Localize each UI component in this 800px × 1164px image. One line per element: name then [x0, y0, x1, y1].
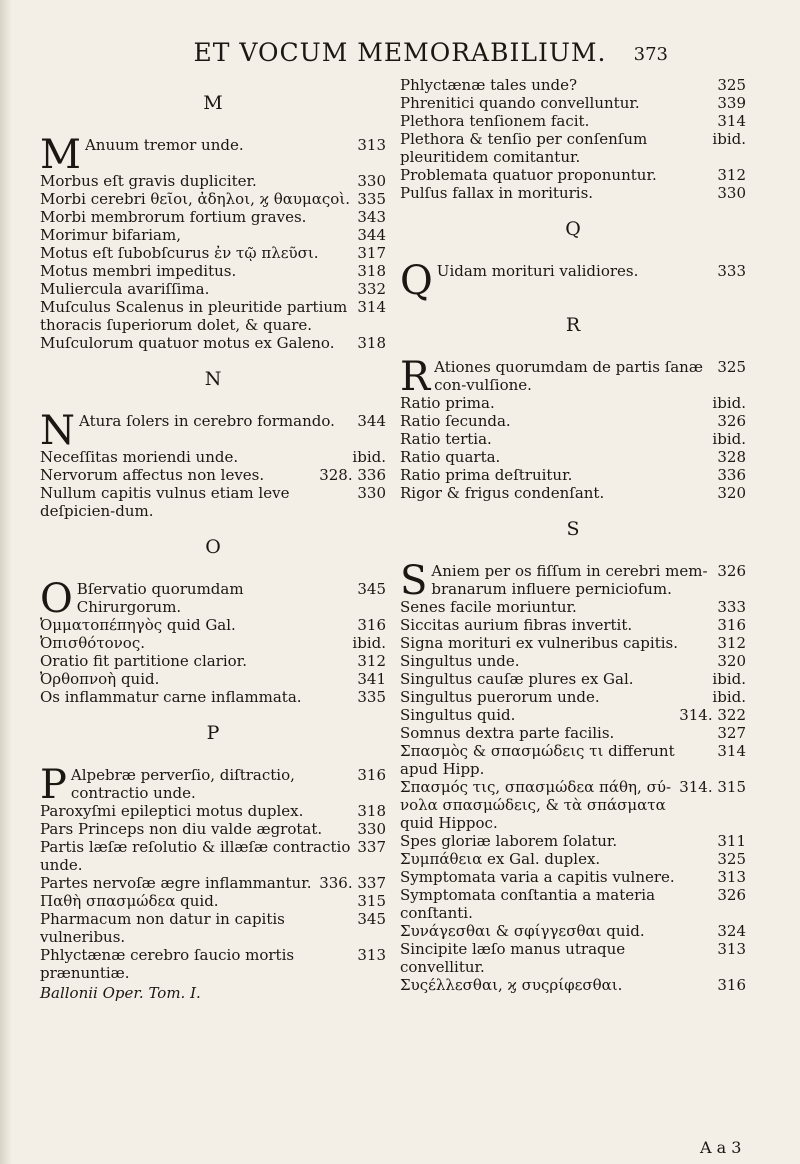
entry-page-ref: 325: [717, 850, 746, 868]
index-entry: [400, 616, 746, 634]
entry-term: Pars Princeps non diu valde ægrotat.: [40, 820, 323, 838]
entry-page-ref: 336. 337: [319, 874, 386, 892]
entry-term: Muliercula avariſſima.: [40, 280, 210, 298]
entry-term: Symptomata varia a capitis vulnere.: [400, 868, 675, 886]
right-column: [400, 76, 746, 994]
entry-page-ref: ibid.: [712, 688, 746, 706]
page-edge: [0, 0, 12, 1164]
index-entry: [400, 742, 746, 778]
entry-page-ref: ibid.: [712, 394, 746, 412]
entry-term: Phrenitici quando convelluntur.: [400, 94, 640, 112]
entry-page-ref: ibid.: [712, 430, 746, 448]
entry-page-ref: 345: [357, 910, 386, 928]
index-entry: [40, 466, 386, 484]
entry-term: Signa morituri ex vulneribus capitis.: [400, 634, 678, 652]
index-entry: [40, 280, 386, 298]
entry-page-ref: 314: [357, 298, 386, 316]
index-entry: [400, 598, 746, 616]
index-entry: [40, 802, 386, 820]
section-letter: R: [565, 314, 581, 336]
index-entry: [400, 976, 746, 994]
index-entry: [400, 778, 746, 832]
entry-term: Morbi membrorum fortium graves.: [40, 208, 307, 226]
index-entry: [40, 652, 386, 670]
index-entry: [400, 652, 746, 670]
entry-term: Ὀρθοπνοὴ quid.: [40, 670, 160, 688]
entry-page-ref: 326: [717, 562, 746, 580]
index-entry: [40, 448, 386, 466]
index-entry: [40, 172, 386, 190]
index-entry: [400, 412, 746, 430]
index-entry: [40, 910, 386, 946]
running-head: ET VOCUM MEMORABILIUM.: [193, 38, 607, 67]
signature-mark: A a 3: [700, 1138, 742, 1157]
entry-page-ref: 324: [717, 922, 746, 940]
entry-term: Somnus dextra parte facilis.: [400, 724, 615, 742]
entry-term: Morbi cerebri θεῖοι, ἀδηλοι, ϗ θαυμαςοὶ.: [40, 190, 350, 208]
index-entry: [400, 166, 746, 184]
entry-page-ref: ibid.: [712, 670, 746, 688]
index-entry: [40, 838, 386, 874]
entry-term: Motus membri impeditus.: [40, 262, 237, 280]
entry-term: Sincipite læſo manus utraque convellitur.: [400, 940, 626, 976]
entry-term: Morimur bifariam,: [40, 226, 181, 244]
entry-page-ref: 312: [357, 652, 386, 670]
index-entry: [400, 850, 746, 868]
entry-page-ref: 328. 336: [319, 466, 386, 484]
entry-page-ref: 313: [357, 136, 386, 154]
entry-page-ref: 330: [717, 184, 746, 202]
index-entry: [40, 688, 386, 706]
entry-term: Senes facile moriuntur.: [400, 598, 577, 616]
index-entry: [400, 832, 746, 850]
entry-page-ref: 333: [717, 598, 746, 616]
section-letter: P: [206, 722, 220, 744]
entry-term: Σπασμός τις, σπασμώδεα πάθη, σύ-νολα σπασμώδεις, & τὰ σπάσματα quid Hippoc.: [400, 778, 672, 832]
index-entry: [40, 634, 386, 652]
entry-page-ref: 316: [717, 616, 746, 634]
index-entry: [400, 448, 746, 466]
entry-term: Nullum capitis vulnus etiam leve deſpicien-dum.: [40, 484, 290, 520]
entry-term: Ratio prima.: [400, 394, 495, 412]
entry-term: Ὀπισθότονος.: [40, 634, 145, 652]
entry-term: Ὀμματοπέπηγὸς quid Gal.: [40, 616, 236, 634]
entry-term: Singultus unde.: [400, 652, 520, 670]
entry-page-ref: 335: [357, 688, 386, 706]
entry-term: Paroxyſmi epileptici motus duplex.: [40, 802, 304, 820]
entry-term: Παθὴ σπασμώδεα quid.: [40, 892, 219, 910]
index-entry: [40, 484, 386, 520]
entry-term: Motus eſt ſubobſcurus ἐν τῷ πλεῦσι.: [40, 244, 319, 262]
entry-page-ref: 343: [357, 208, 386, 226]
entry-term: Ratio quarta.: [400, 448, 501, 466]
entry-page-ref: 318: [357, 334, 386, 352]
entry-term: RAtiones quorumdam de partis ſanæ con-vulſione.: [400, 354, 703, 400]
entry-term: Symptomata conſtantia a materia conſtanti.: [400, 886, 656, 922]
entry-term: Ratio tertia.: [400, 430, 492, 448]
entry-page-ref: 341: [357, 670, 386, 688]
entry-term: Problemata quatuor proponuntur.: [400, 166, 657, 184]
entry-page-ref: 330: [357, 820, 386, 838]
entry-term: SAniem per os fiſſum in cerebri mem-branarum influere perniciofum.: [400, 558, 708, 604]
entry-term: Muſculus Scalenus in pleuritide partium thoracis ſuperiorum dolet, & quare.: [40, 298, 348, 334]
index-entry: [40, 334, 386, 352]
entry-page-ref: 314: [717, 742, 746, 760]
index-entry: [400, 688, 746, 706]
entry-term: Σπασμὸς & σπασμώδεις τι differunt apud Hipp.: [400, 742, 675, 778]
entry-term: Singultus cauſæ plures ex Gal.: [400, 670, 634, 688]
index-entry: [400, 634, 746, 652]
entry-term: Ratio prima deſtruitur.: [400, 466, 573, 484]
section-letter: O: [205, 536, 221, 558]
entry-page-ref: 313: [357, 946, 386, 964]
entry-term: NAtura ſolers in cerebro formando.: [40, 408, 335, 454]
entry-page-ref: 333: [717, 262, 746, 280]
index-entry: [400, 886, 746, 922]
entry-page-ref: 313: [717, 868, 746, 886]
entry-page-ref: 316: [357, 616, 386, 634]
index-entry: [400, 940, 746, 976]
entry-page-ref: 314: [717, 112, 746, 130]
index-entry: [40, 298, 386, 334]
entry-term: Pharmacum non datur in capitis vulneribus.: [40, 910, 285, 946]
entry-term: OBſervatio quorumdam Chirurgorum.: [40, 576, 244, 622]
entry-page-ref: 325: [717, 358, 746, 376]
entry-page-ref: 344: [357, 226, 386, 244]
entry-term: Συνάγεσθαι & σφίγγεσθαι quid.: [400, 922, 645, 940]
index-entry: [400, 76, 746, 94]
entry-page-ref: 311: [717, 832, 746, 850]
index-entry: [400, 466, 746, 484]
index-entry: [40, 262, 386, 280]
index-entry: [40, 892, 386, 910]
index-entry: [40, 762, 386, 808]
entry-term: Partis læſæ reſolutio & illæſæ contractio unde.: [40, 838, 351, 874]
index-entry: [40, 820, 386, 838]
index-entry: [40, 670, 386, 688]
index-entry: [40, 244, 386, 262]
entry-term: Singultus puerorum unde.: [400, 688, 600, 706]
index-entry: [400, 430, 746, 448]
entry-page-ref: 316: [717, 976, 746, 994]
entry-page-ref: 320: [717, 484, 746, 502]
index-entry: [400, 922, 746, 940]
entry-page-ref: 326: [717, 412, 746, 430]
section-letter: Q: [565, 218, 581, 240]
entry-term: MAnuum tremor unde.: [40, 132, 244, 178]
entry-page-ref: 314. 315: [679, 778, 746, 796]
entry-term: Rigor & frigus condenſant.: [400, 484, 605, 502]
index-entry: [400, 258, 746, 304]
index-entry: [40, 226, 386, 244]
index-entry: [40, 190, 386, 208]
index-entry: [40, 874, 386, 892]
index-entry: [40, 576, 386, 622]
entry-page-ref: 345: [357, 580, 386, 598]
entry-page-ref: 315: [357, 892, 386, 910]
entry-term: Siccitas aurium fibras invertit.: [400, 616, 633, 634]
entry-term: Ratio ſecunda.: [400, 412, 511, 430]
entry-term: PAlpebræ perverſio, diſtractio, contractio unde.: [40, 762, 295, 808]
index-entry: [400, 130, 746, 166]
left-column: [40, 76, 386, 1002]
entry-term: Phlyctænæ tales unde?: [400, 76, 578, 94]
entry-page-ref: 327: [717, 724, 746, 742]
entry-page-ref: 316: [357, 766, 386, 784]
entry-page-ref: 344: [357, 412, 386, 430]
entry-page-ref: 332: [357, 280, 386, 298]
entry-page-ref: 330: [357, 172, 386, 190]
entry-term: Plethora & tenſio per conſenſum pleuritidem comitantur.: [400, 130, 648, 166]
entry-term: Muſculorum quatuor motus ex Galeno.: [40, 334, 335, 352]
section-letter: S: [566, 518, 580, 540]
index-entry: [40, 946, 386, 982]
entry-page-ref: 318: [357, 802, 386, 820]
footer-note: Ballonii Oper. Tom. I.: [40, 984, 201, 1002]
index-entry: [400, 394, 746, 412]
entry-term: Συςέλλεσθαι, ϗ συςρίφεσθαι.: [400, 976, 623, 994]
index-entry: [400, 724, 746, 742]
entry-page-ref: ibid.: [712, 130, 746, 148]
entry-term: Neceſſitas moriendi unde.: [40, 448, 239, 466]
entry-page-ref: 312: [717, 634, 746, 652]
entry-term: Morbus eſt gravis dupliciter.: [40, 172, 257, 190]
entry-page-ref: 314. 322: [679, 706, 746, 724]
section-letter: M: [203, 92, 223, 114]
entry-term: Spes gloriæ laborem ſolatur.: [400, 832, 618, 850]
index-entry: [400, 354, 746, 400]
entry-page-ref: 317: [357, 244, 386, 262]
index-entry: [400, 184, 746, 202]
section-letter: N: [204, 368, 222, 390]
index-entry: [400, 670, 746, 688]
index-entry: [400, 484, 746, 502]
entry-page-ref: 318: [357, 262, 386, 280]
entry-page-ref: 326: [717, 886, 746, 904]
index-entry: [400, 868, 746, 886]
entry-term: Συμπάθεια ex Gal. duplex.: [400, 850, 601, 868]
entry-page-ref: ibid.: [352, 634, 386, 652]
index-entry: [40, 616, 386, 634]
entry-page-ref: 336: [717, 466, 746, 484]
index-entry: [40, 208, 386, 226]
entry-term: Nervorum affectus non leves.: [40, 466, 265, 484]
entry-term: QUidam morituri validiores.: [400, 258, 639, 304]
index-entry: [400, 558, 746, 604]
index-entry: [40, 408, 386, 454]
entry-term: Partes nervoſæ ægre inflammantur.: [40, 874, 312, 892]
entry-page-ref: 330: [357, 484, 386, 502]
entry-term: Oratio fit partitione clarior.: [40, 652, 247, 670]
entry-page-ref: 328: [717, 448, 746, 466]
index-entry: [40, 132, 386, 178]
index-entry: [400, 706, 746, 724]
entry-page-ref: 312: [717, 166, 746, 184]
entry-term: Phlyctænæ cerebro ſaucio mortis prænuntiæ.: [40, 946, 295, 982]
entry-page-ref: ibid.: [352, 448, 386, 466]
entry-page-ref: 313: [717, 940, 746, 958]
entry-page-ref: 335: [357, 190, 386, 208]
entry-page-ref: 337: [357, 838, 386, 856]
page-number: 373: [633, 44, 668, 65]
index-entry: [400, 94, 746, 112]
entry-term: Os inflammatur carne inflammata.: [40, 688, 302, 706]
entry-term: Pulſus fallax in morituris.: [400, 184, 594, 202]
index-entry: [400, 112, 746, 130]
entry-page-ref: 325: [717, 76, 746, 94]
entry-page-ref: 320: [717, 652, 746, 670]
entry-term: Singultus quid.: [400, 706, 516, 724]
entry-term: Plethora tenſionem facit.: [400, 112, 590, 130]
entry-page-ref: 339: [717, 94, 746, 112]
